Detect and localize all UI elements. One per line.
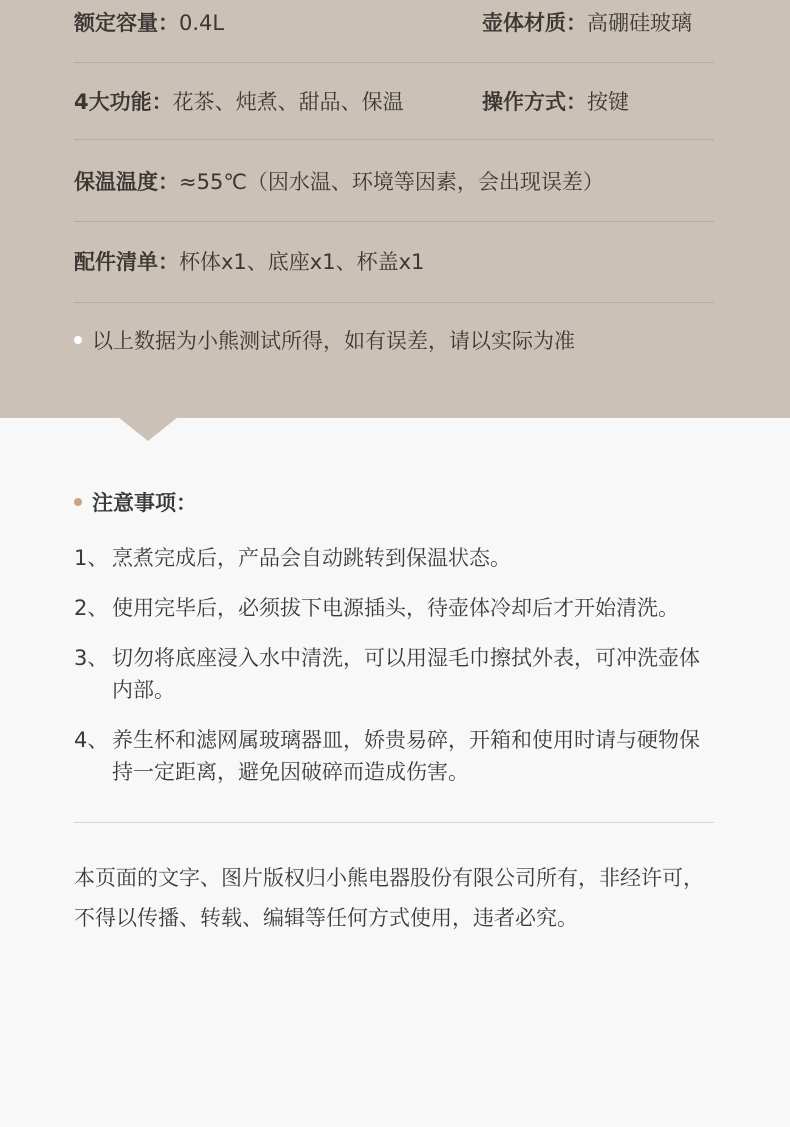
- divider: [74, 302, 714, 303]
- spec-value: 按键: [587, 90, 629, 114]
- notice-item-number: 2、: [74, 596, 109, 620]
- spec-operation: [482, 87, 629, 117]
- notice-item-number: 3、: [74, 646, 109, 670]
- notice-item-text: 使用完毕后，必须拔下电源插头，待壶体冷却后才开始清洗。: [112, 596, 679, 620]
- spec-value: 0.4L: [179, 11, 225, 35]
- bullet-dot-icon: [74, 336, 82, 344]
- notice-item: [74, 542, 734, 574]
- spec-material: [482, 8, 692, 38]
- spec-row-functions-operation: [74, 87, 714, 117]
- notice-item: [74, 724, 714, 788]
- spec-value: 花茶、炖煮、甜品、保温: [172, 90, 404, 114]
- spec-row-keep-warm-temp: [74, 167, 714, 197]
- divider: [74, 62, 714, 63]
- spec-value: ≈55℃（因水温、环境等因素，会出现误差）: [179, 170, 604, 194]
- spec-capacity: [74, 11, 224, 35]
- notice-item-number: 1、: [74, 546, 109, 570]
- notice-item: [74, 642, 714, 706]
- spec-disclaimer-text: 以上数据为小熊测试所得，如有误差，请以实际为准: [92, 329, 575, 353]
- spec-value: 杯体x1、底座x1、杯盖x1: [179, 250, 425, 274]
- spec-disclaimer: [74, 326, 575, 356]
- notice-item: [74, 592, 754, 624]
- copyright-notice: 本页面的文字、图片版权归小熊电器股份有限公司所有，非经许可，不得以传播、转载、编辑等任何方式使用，违者必究。: [74, 866, 704, 930]
- bullet-dot-icon: [74, 498, 82, 506]
- notice-item-text: 切勿将底座浸入水中清洗，可以用湿毛巾擦拭外表，可冲洗壶体内部。: [112, 646, 700, 702]
- spec-key: 保温温度：: [74, 170, 179, 194]
- notice-item-text: 烹煮完成后，产品会自动跳转到保温状态。: [112, 546, 511, 570]
- spec-row-capacity-material: [74, 8, 714, 38]
- notice-item-number: 4、: [74, 728, 109, 752]
- notice-heading: [74, 488, 197, 518]
- spec-row-accessories: [74, 247, 714, 277]
- spec-key: 额定容量：: [74, 11, 179, 35]
- spec-key: 4大功能：: [74, 90, 173, 114]
- divider: [74, 221, 714, 222]
- panel-pointer-triangle: [118, 417, 178, 441]
- spec-key: 壶体材质：: [482, 11, 587, 35]
- notice-item-text: 养生杯和滤网属玻璃器皿，娇贵易碎，开箱和使用时请与硬物保持一定距离，避免因破碎而造成伤害。: [112, 728, 700, 784]
- spec-key: 操作方式：: [482, 90, 587, 114]
- notice-heading-text: 注意事项：: [92, 491, 197, 515]
- spec-key: 配件清单：: [74, 250, 179, 274]
- divider: [74, 822, 714, 823]
- spec-value: 高硼硅玻璃: [587, 11, 692, 35]
- divider: [74, 139, 714, 140]
- spec-panel: [0, 0, 790, 418]
- spec-functions: [74, 90, 404, 114]
